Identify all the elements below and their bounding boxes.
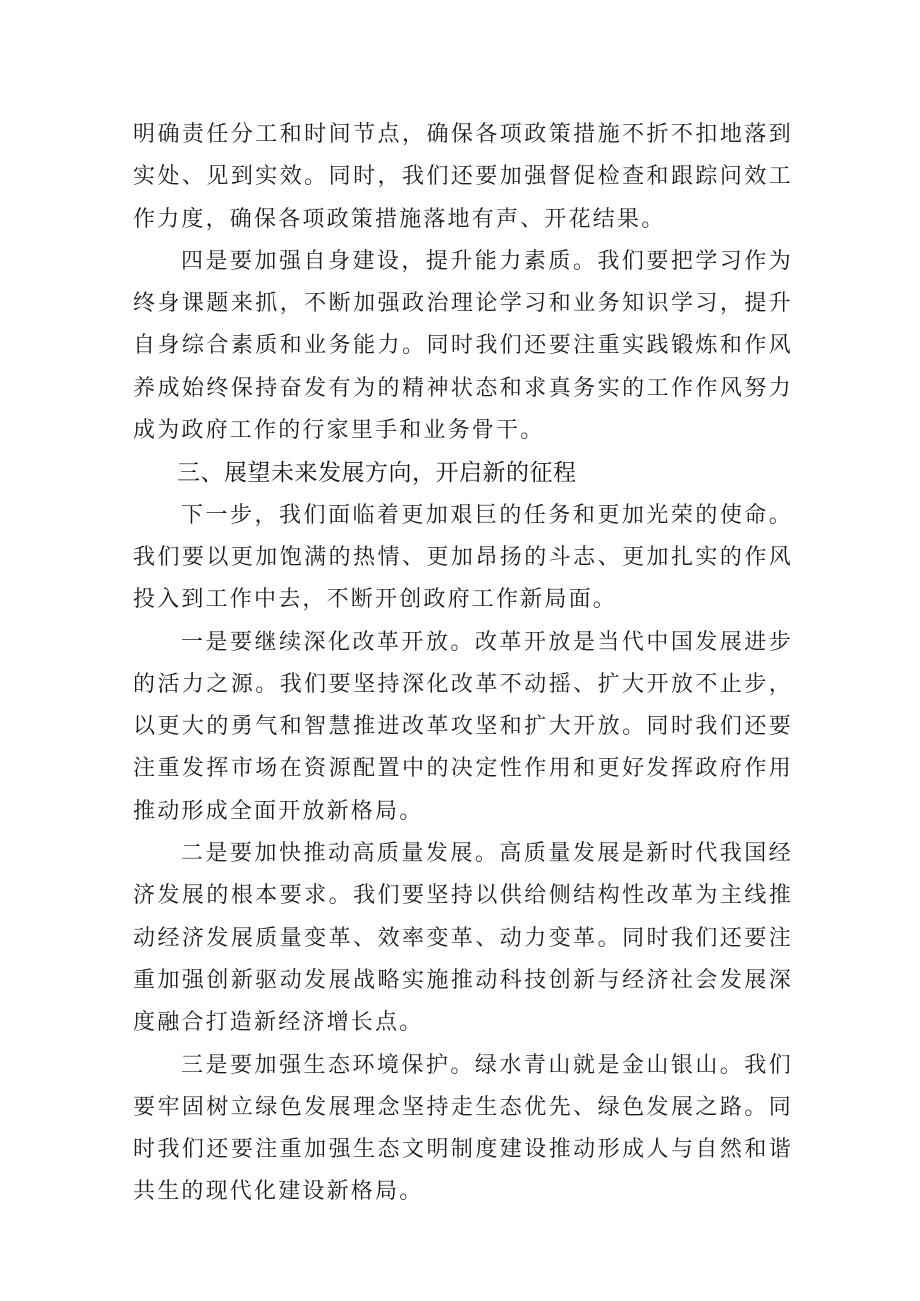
paragraph-continued: 明确责任分工和时间节点，确保各项政策措施不折不扣地落到实处、见到实效。同时，我们还要加强督促检查和跟踪问效工作力度，确保各项政策措施落地有声、开花结果。 [133,122,793,232]
document-body [133,114,793,1214]
paragraph-next-step: 下一步，我们面临着更加艰巨的任务和更加光荣的使命。我们要以更加饱满的热情、更加昂扬的斗志、更加扎实的作风投入到工作中去，不断开创政府工作新局面。 [133,502,793,613]
paragraph-ecological-protection: 三是要加强生态环境保护。绿水青山就是金山银山。我们要牢固树立绿色发展理念坚持走生态优先、绿色发展之路。同时我们还要注重加强生态文明制度建设推动形成人与自然和谐共生的现代化建设新格局。 [133,1052,793,1205]
paragraph-high-quality-development: 二是要加快推动高质量发展。高质量发展是新时代我国经济发展的根本要求。我们要坚持以供给侧结构性改革为主线推动经济发展质量变革、效率变革、动力变革。同时我们还要注重加强创新驱动发展战略实施推动科技创新与经济社会发展深度融合打造新经济增长点。 [133,841,793,1036]
section-heading: 三、展望未来发展方向，开启新的征程 [177,460,577,487]
paragraph-self-improvement: 四是要加强自身建设，提升能力素质。我们要把学习作为终身课题来抓，不断加强政治理论学习和业务知识学习，提升自身综合素质和业务能力。同时我们还要注重实践锻炼和作风养成始终保持奋发有为的精神状态和求真务实的工作作风努力成为政府工作的行家里手和业务骨干。 [133,248,793,444]
paragraph-reform-opening: 一是要继续深化改革开放。改革开放是当代中国发展进步的活力之源。我们要坚持深化改革不动摇、扩大开放不止步，以更大的勇气和智慧推进改革攻坚和扩大开放。同时我们还要注重发挥市场在资源配置中的决定性作用和更好发挥政府作用推动形成全面开放新格局。 [133,629,793,824]
